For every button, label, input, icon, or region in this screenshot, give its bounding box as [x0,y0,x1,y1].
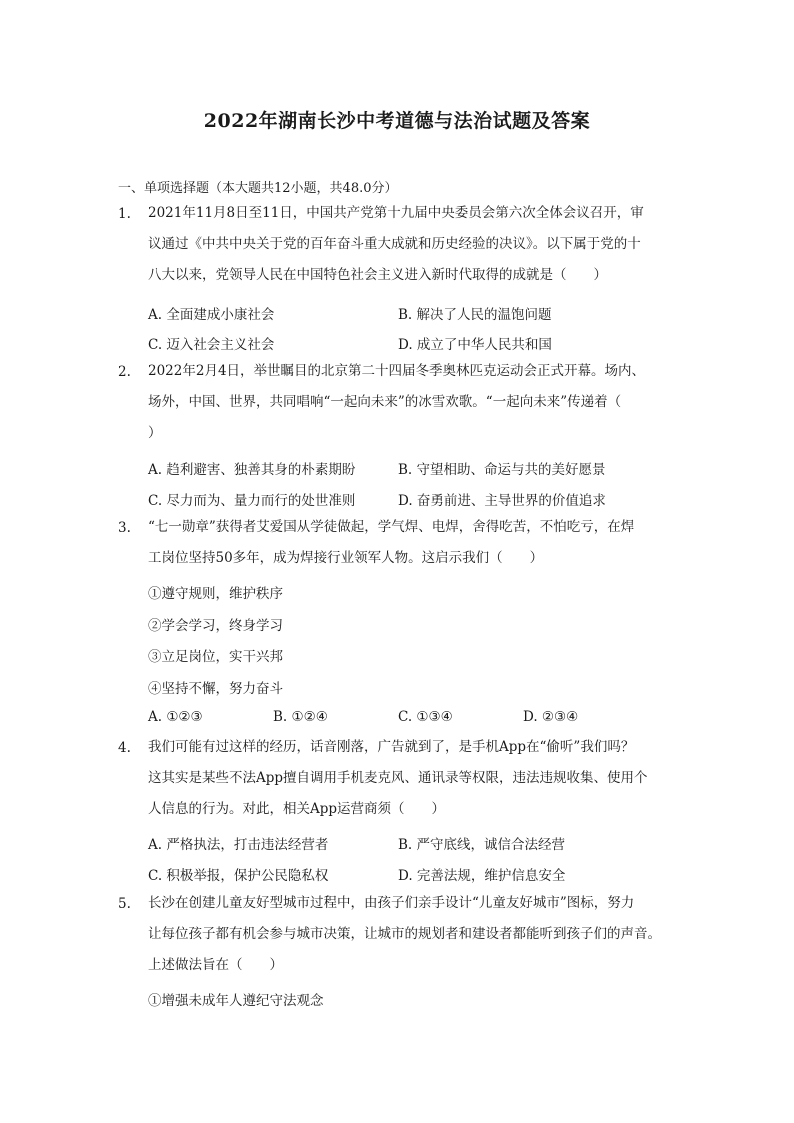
question-stem [148,888,682,981]
statement-item: ④坚持不懈，努力奋斗 [148,681,283,697]
option-c: C. 积极举报，保护公民隐私权 [148,868,329,884]
stem-line: 八大以来，党领导人民在中国特色社会主义进入新时代取得的成就是（ ） [148,267,607,283]
stem-line: “七一勋章”获得者艾爱国从学徒做起，学气焊、电焊，舍得吃苦，不怕吃亏，在焊 [148,519,635,535]
question-stem [148,198,682,291]
option-b: B. ①②④ [273,709,328,725]
stem-line: 长沙在创建儿童友好型城市过程中，由孩子们亲手设计“儿童友好城市”图标，努力 [148,895,635,911]
stem-line: 人信息的行为。对此，相关App运营商须（ ） [148,801,446,817]
question-number: 5. [118,896,131,912]
question-number: 2. [118,364,131,380]
question-number: 4. [118,740,131,756]
stem-line: 我们可能有过这样的经历，话音刚落，广告就到了，是手机App在“偷听”我们吗？ [148,739,635,755]
option-c: C. ①③④ [398,709,453,725]
option-c: C. 尽力而为、量力而行的处世准则 [148,493,356,509]
stem-line: ） [148,425,162,441]
stem-line: 工岗位坚持50多年，成为焊接行业领军人物。这启示我们（ ） [148,550,544,566]
statement-item: ③立足岗位，实干兴邦 [148,649,283,665]
option-b: B. 解决了人民的温饱问题 [398,307,552,323]
question-stem [148,512,682,574]
option-b: B. 守望相助、命运与共的美好愿景 [398,462,606,478]
stem-line: 场外，中国、世界，共同唱响“一起向未来”的冰雪欢歌。“一起向未来”传递着（ [148,394,622,410]
option-a: A. ①②③ [148,709,203,725]
option-b: B. 严守底线，诚信合法经营 [398,837,566,853]
stem-line: 让每位孩子都有机会参与城市决策，让城市的规划者和建设者都能听到孩子们的声音。 [148,926,661,942]
option-a: A. 严格执法，打击违法经营者 [148,837,329,853]
option-a: A. 趋利避害、独善其身的朴素期盼 [148,462,356,478]
option-c: C. 迈入社会主义社会 [148,337,275,353]
statement-item: ①遵守规则，维护秩序 [148,586,283,602]
page-title: 2022年湖南长沙中考道德与法治试题及答案 [203,110,591,132]
option-d: D. 奋勇前进、主导世界的价值追求 [398,493,606,509]
question-stem [148,732,682,825]
stem-line: 2022年2月4日，举世瞩目的北京第二十四届冬季奥林匹克运动会正式开幕。场内、 [148,363,646,379]
stem-line: 这其实是某些不法App擅自调用手机麦克风、通讯录等权限，违法违规收集、使用个 [148,770,648,786]
stem-line: 上述做法旨在（ ） [148,957,283,973]
question-stem [148,356,682,449]
question-number: 3. [118,520,131,536]
statement-item: ②学会学习，终身学习 [148,618,283,634]
option-d: D. 成立了中华人民共和国 [398,337,552,353]
section-heading: 一、单项选择题（本大题共12小题，共48.0分） [118,181,398,196]
statement-item: ①增强未成年人遵纪守法观念 [148,993,324,1009]
stem-line: 议通过《中共中央关于党的百年奋斗重大成就和历史经验的决议》。以下属于党的十 [148,236,641,252]
stem-line: 2021年11月8日至11日，中国共产党第十九届中央委员会第六次全体会议召开，审 [148,205,644,221]
option-a: A. 全面建成小康社会 [148,307,275,323]
option-d: D. ②③④ [523,709,579,725]
question-number: 1. [118,206,131,222]
option-d: D. 完善法规，维护信息安全 [398,868,566,884]
